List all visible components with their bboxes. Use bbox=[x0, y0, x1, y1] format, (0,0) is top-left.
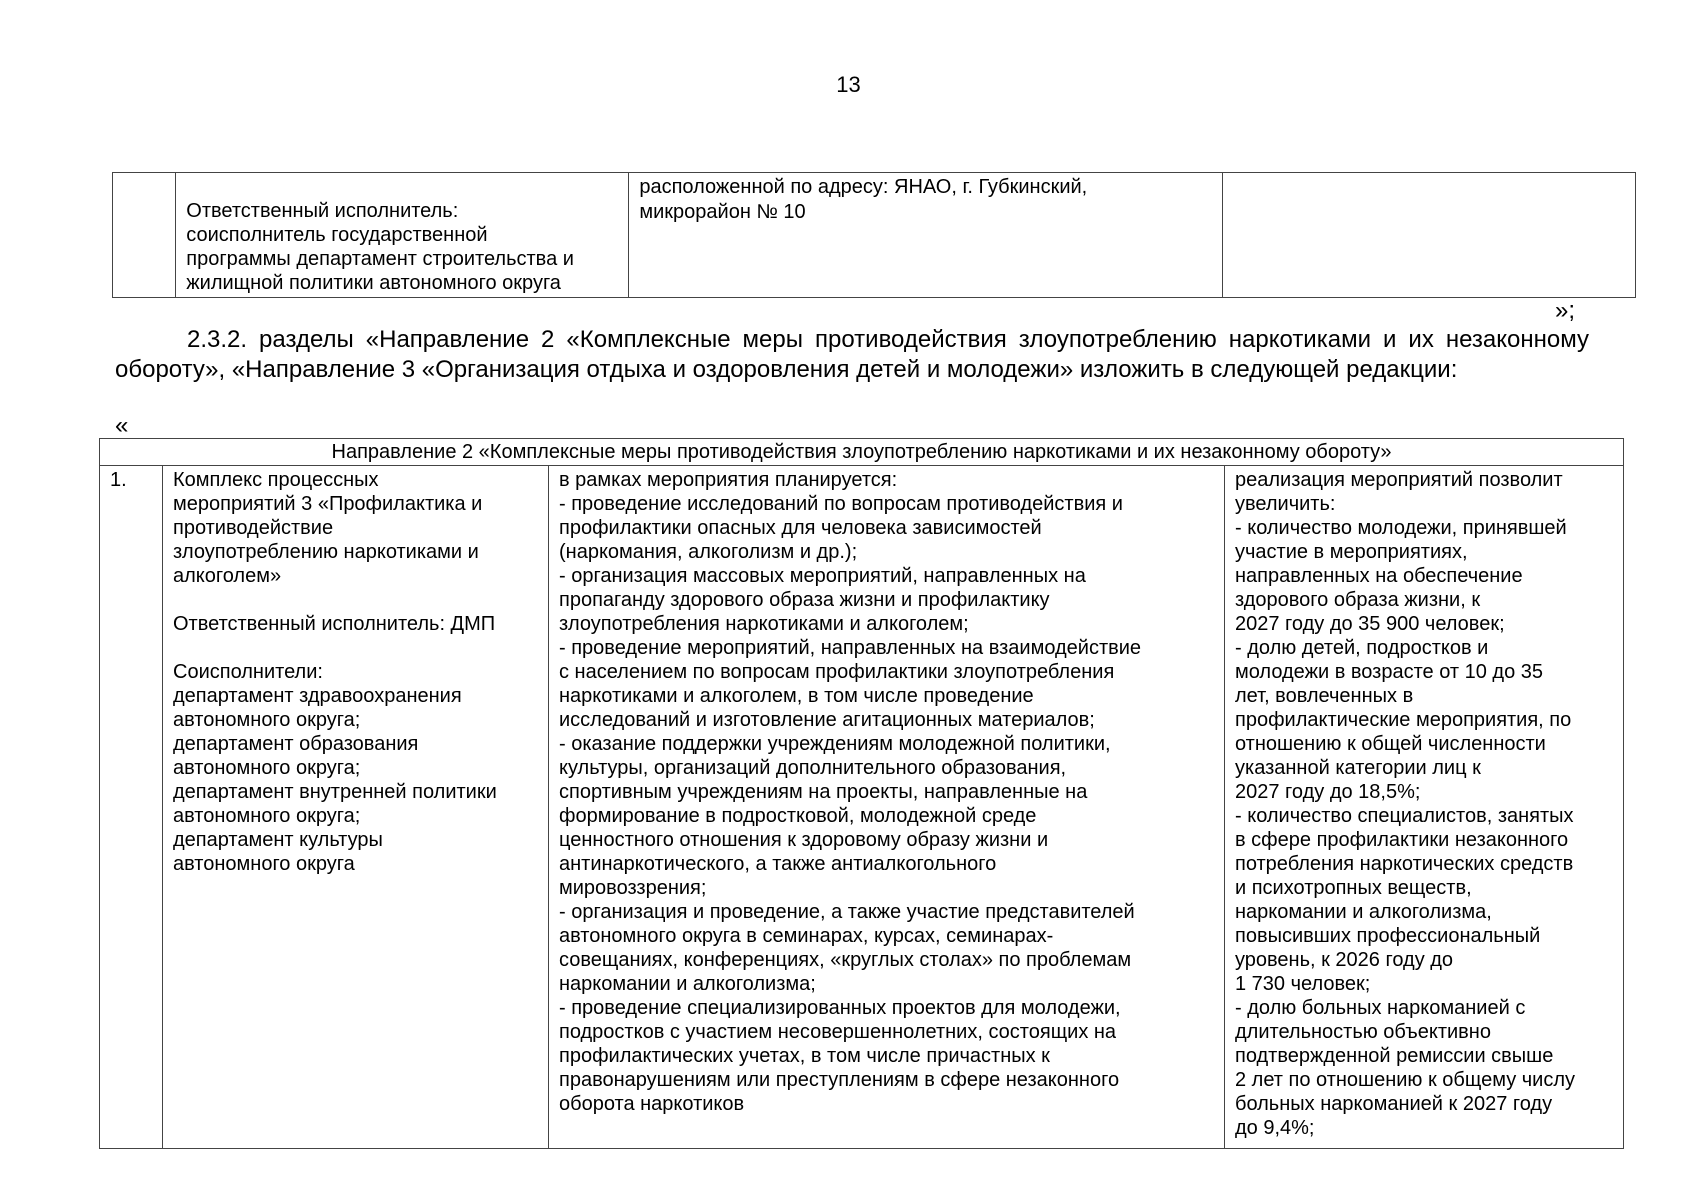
table-row bbox=[100, 466, 1624, 1149]
continuation-table bbox=[112, 172, 1636, 298]
opening-quote: « bbox=[115, 412, 129, 439]
location-cell: расположенной по адресу: ЯНАО, г. Губкинский, микрорайон № 10 bbox=[629, 173, 1223, 298]
row-number-cell: 1. bbox=[100, 466, 163, 1149]
table-row bbox=[113, 173, 1636, 298]
table-header-row bbox=[100, 439, 1624, 466]
page-number: 13 bbox=[836, 72, 861, 97]
closing-quote: »; bbox=[1555, 297, 1576, 324]
responsible-executor-cell: Ответственный исполнитель: соисполнитель государственной программы департамент строительства и жилищной политики автономного округа bbox=[176, 173, 629, 298]
results-cell bbox=[1223, 173, 1636, 298]
amendment-paragraph: 2.3.2. разделы «Направление 2 «Комплексные меры противодействия злоупотреблению наркотиками и их незаконному обороту», «Направление 3 «Организация отдыха и оздоровления детей и молодежи» изложить в следующей редакции: bbox=[115, 326, 1589, 383]
activity-complex-cell: Комплекс процессных мероприятий 3 «Профилактика и противодействие злоупотреблению наркотиками и алкоголем» Ответственный исполнитель: ДМП Соисполнители: департамент здравоохранения автономного округа; департамент образования автономного округа; департамент внутренней политики автономного округа; департамент культуры автономного округа bbox=[163, 466, 549, 1149]
expected-results-cell: реализация мероприятий позволит увеличить: - количество молодежи, принявшей участие в мероприятиях, направленных на обеспечение здорового образа жизни, к 2027 году до 35 900 человек; - долю детей, подростков и молодежи в возрасте от 10 до 35 лет, вовлеченных в профилактические мероприятия, по отношению к общей численности указанной категории лиц к 2027 году до 18,5%; - количество специалистов, занятых в сфере профилактики незаконного потребления наркотических средств и психотропных веществ, наркомании и алкоголизма, повысивших профессиональный уровень, к 2026 году до 1 730 человек; - долю больных наркоманией с длительностью объективно подтвержденной ремиссии свыше 2 лет по отношению к общему числу больных наркоманией к 2027 году до 9,4%; bbox=[1225, 466, 1624, 1149]
row-number-cell bbox=[113, 173, 176, 298]
planned-measures-cell: в рамках мероприятия планируется: - проведение исследований по вопросам противодействия и профилактики опасных для человека зависимостей (наркомания, алкоголизм и др.); - организация массовых мероприятий, направленных на пропаганду здорового образа жизни и профилактику злоупотребления наркотиками и алкоголем; - проведение мероприятий, направленных на взаимодействие с населением по вопросам профилактики злоупотребления наркотиками и алкоголем, в том числе проведение исследований и изготовление агитационных материалов; - оказание поддержки учреждениям молодежной политики, культуры, организаций дополнительного образования, спортивным учреждениям на проекты, направленные на формирование в подростковой, молодежной среде ценностного отношения к здоровому образу жизни и антинаркотического, а также антиалкогольного мировоззрения; - организация и проведение, а также участие представителей автономного округа в семинарах, курсах, семинарах- совещаниях, конференциях, «круглых столах» по проблемам наркомании и алкоголизма; - проведение специализированных проектов для молодежи, подростков с участием несовершеннолетних, состоящих на профилактических учетах, в том числе причастных к правонарушениям или преступлениям в сфере незаконного оборота наркотиков bbox=[549, 466, 1225, 1149]
direction-2-table bbox=[99, 438, 1624, 1149]
direction-header: Направление 2 «Комплексные меры противодействия злоупотреблению наркотиками и их незаконному обороту» bbox=[100, 439, 1624, 466]
